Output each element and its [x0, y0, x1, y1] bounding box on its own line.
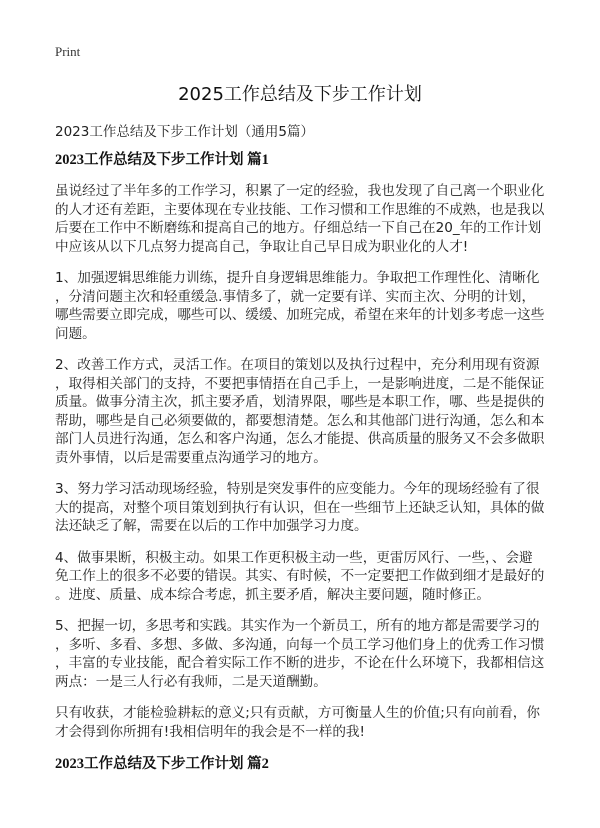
paragraph [55, 617, 585, 691]
paragraph-line: 4、做事果断，积极主动。如果工作更积极主动一些，更雷厉风行、一些，、会避 [55, 549, 533, 566]
paragraph-line: 哪些需要立即完成，哪些可以、缓缓、加班完成，希望在来年的计划多考虑一这些 [55, 307, 545, 323]
print-link[interactable]: Print [55, 44, 81, 59]
paragraph-line: 质量。做事分清主次，抓主要矛盾，划清界限，哪些是本职工作，哪、些是提供的 [55, 394, 545, 410]
document-body [55, 150, 585, 774]
paragraph-line: ，丰富的专业技能，配合着实际工作不断的进步，不论在什么环境下，我都相信这 [55, 655, 545, 671]
paragraph-line: 只有收获，才能检验耕耘的意义;只有贡献，方可衡量人生的价值;只有向前看，你 [55, 705, 540, 721]
paragraph [55, 549, 585, 605]
paragraph-line: 责外事情，以后是需要重点沟通学习的地方。 [55, 449, 327, 466]
section-heading-1: 2023工作总结及下步工作计划 篇1 [55, 152, 269, 168]
paragraph-line: 2、改善工作方式，灵活工作。在项目的策划以及执行过程中，充分利用现有资源 [55, 357, 540, 373]
paragraph-line: ，取得相关部门的支持，不要把事情捂在自己手上，一是影响进度，二是不能保证 [55, 375, 545, 392]
paragraph-line: 中应该从以下几点努力提高自己，争取让自己早日成为职业化的人才! [55, 238, 469, 255]
paragraph-line: 法还缺乏了解，需要在以后的工作中加强学习力度。 [55, 518, 368, 534]
paragraph-list [55, 182, 585, 741]
paragraph-line: 大的提高，对整个项目策划到执行有认识，但在一些细节上还缺乏认知，具体的做 [55, 499, 545, 516]
paragraph-line: 1、加强逻辑思维能力训练，提升自身逻辑思维能力。争取把工作理性化、清晰化 [55, 270, 540, 286]
paragraph-line: 。进度、质量、成本综合考虑，抓主要矛盾，解决主要问题，随时修正。 [55, 586, 490, 603]
paragraph [55, 704, 585, 741]
paragraph-line: ，多听、多看、多想、多做、多沟通，向每一个员工学习他们身上的优秀工作习惯 [55, 636, 545, 653]
paragraph-line: 虽说经过了半年多的工作学习，积累了一定的经验，我也发现了自己离一个职业化 [55, 183, 545, 199]
paragraph-line: 免工作上的很多不必要的错误。其实、有时候，不一定要把工作做到细才是最好的 [55, 568, 545, 584]
paragraph [55, 182, 585, 256]
paragraph-line: 部门人员进行沟通，怎么和客户沟通，怎么才能提、供高质量的服务又不会多做职 [55, 431, 545, 447]
paragraph [55, 356, 585, 467]
section-heading-2: 2023工作总结及下步工作计划 篇2 [55, 756, 269, 772]
paragraph-line: 的人才还有差距，主要体现在专业技能、工作习惯和工作思维的不成熟，也是我以 [55, 201, 545, 218]
document-subtitle: 2023工作总结及下步工作计划（通用5篇） [55, 124, 314, 140]
paragraph-line: 才会得到你所拥有!我相信明年的我会是不一样的我! [55, 723, 365, 740]
paragraph-line: 两点：一是三人行必有我师，二是天道酬勤。 [55, 673, 327, 690]
paragraph [55, 269, 585, 343]
paragraph-line: 5、把握一切，多思考和实践。其实作为一个新员工，所有的地方都是需要学习的 [55, 618, 540, 634]
paragraph-line: 帮助，哪些是自己必须要做的，都要想清楚。怎么和其他部门进行沟通，怎么和本 [55, 412, 545, 429]
paragraph-line: ，分清问题主次和轻重缓急.事情多了，就一定要有详、实而主次、分明的计划， [55, 288, 536, 305]
paragraph [55, 480, 585, 536]
paragraph-line: 3、努力学习活动现场经验，特别是突发事件的应变能力。今年的现场经验有了很 [55, 481, 540, 497]
paragraph-line: 问题。 [55, 325, 96, 342]
paragraph-line: 后要在工作中不断磨练和提高自己的地方。仔细总结一下自己在20_年的工作计划 [55, 220, 542, 236]
document-title: 2025工作总结及下步工作计划 [178, 84, 422, 105]
